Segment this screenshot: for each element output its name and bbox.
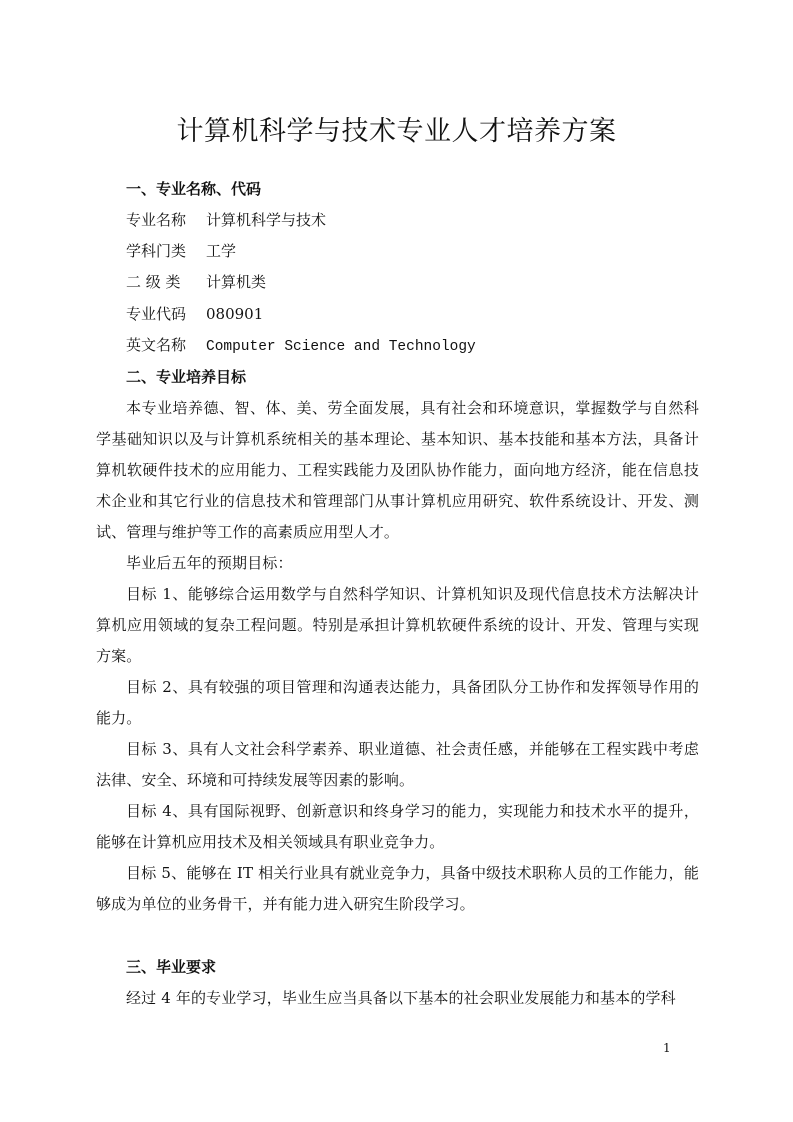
info-row-secondary-category xyxy=(126,272,266,292)
page-number: 1 xyxy=(663,1041,671,1055)
info-value: Computer Science and Technology xyxy=(206,339,476,355)
requirements-paragraph: 经过 4 年的专业学习，毕业生应当具备以下基本的社会职业发展能力和基本的学科 xyxy=(126,989,676,1007)
info-row-major-code xyxy=(126,304,263,324)
objectives-paragraph: 本专业培养德、智、体、美、劳全面发展，具有社会和环境意识，掌握数学与自然科学基础知识以及与计算机系统相关的基本理论、基本知识、基本技能和基本方法，具备计算机软硬件技术的应用能力、工程实践能力及团队协作能力，面向地方经济，能在信息技术企业和其它行业的信息技术和管理部门从事计算机应用研究、软件系统设计、开发、测试、管理与维护等工作的高素质应用型人才。 xyxy=(96,399,699,541)
goal-4: 目标 4、具有国际视野、创新意识和终身学习的能力，实现能力和技术水平的提升，能够在计算机应用技术及相关领域具有职业竞争力。 xyxy=(96,802,699,851)
info-label: 专业代码 xyxy=(126,305,187,323)
info-label: 二 级 类 xyxy=(126,273,181,291)
goal-3: 目标 3、具有人文社会科学素养、职业道德、社会责任感，并能够在工程实践中考虑法律、安全、环境和可持续发展等因素的影响。 xyxy=(96,740,699,789)
info-label: 专业名称 xyxy=(126,211,187,229)
goal-1: 目标 1、能够综合运用数学与自然科学知识、计算机知识及现代信息技术方法解决计算机应用领域的复杂工程问题。特别是承担计算机软硬件系统的设计、开发、管理与实现方案。 xyxy=(96,585,699,665)
goal-5: 目标 5、能够在 IT 相关行业具有就业竞争力，具备中级技术职称人员的工作能力，能够成为单位的业务骨干，并有能力进入研究生阶段学习。 xyxy=(96,864,699,913)
document-title: 计算机科学与技术专业人才培养方案 xyxy=(176,116,617,147)
goal-2: 目标 2、具有较强的项目管理和沟通表达能力，具备团队分工协作和发挥领导作用的能力。 xyxy=(96,678,699,727)
info-row-major-name xyxy=(126,210,326,230)
section-heading-training-objectives: 二、专业培养目标 xyxy=(126,368,247,386)
info-label: 学科门类 xyxy=(126,242,187,260)
info-value: 080901 xyxy=(206,305,264,323)
info-row-english-name xyxy=(126,335,476,357)
info-label: 英文名称 xyxy=(126,336,187,354)
section-heading-major-name-code: 一、专业名称、代码 xyxy=(126,180,262,198)
section-heading-graduation-requirements: 三、毕业要求 xyxy=(126,958,217,976)
info-row-discipline xyxy=(126,241,236,261)
info-value: 计算机类 xyxy=(206,273,267,291)
info-value: 计算机科学与技术 xyxy=(206,211,327,229)
goals-intro: 毕业后五年的预期目标： xyxy=(126,554,293,572)
info-value: 工学 xyxy=(206,242,237,260)
